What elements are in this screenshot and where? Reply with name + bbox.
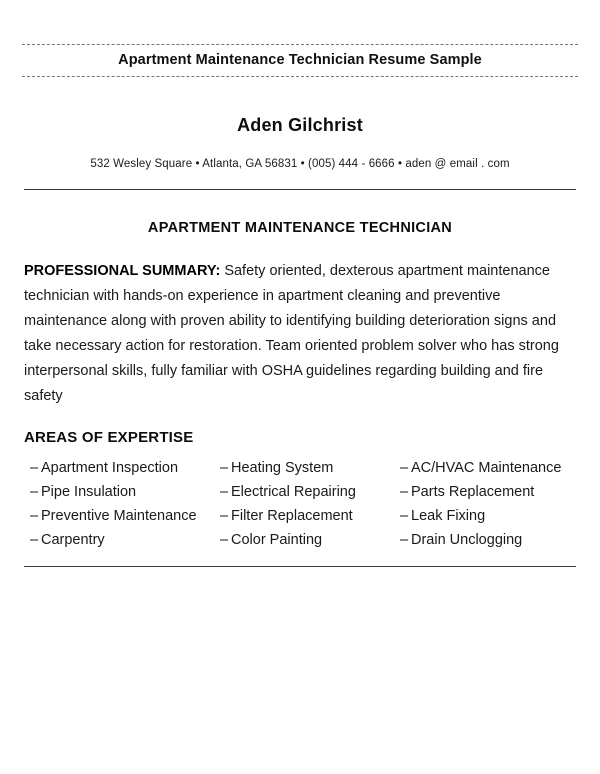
header-divider bbox=[24, 189, 576, 190]
list-item bbox=[220, 508, 400, 524]
bullet-dash-icon: – bbox=[220, 507, 229, 524]
professional-summary-text: Safety oriented, dexterous apartment maintenance technician with hands-on experience in apartment cleaning and preventive maintenance along with proven ability to identifying building deterioration signs and take necessary action for restoration. Team oriented problem solver who has strong interpersonal skills, fully familiar with OSHA guidelines regarding building and fire safety bbox=[24, 263, 559, 404]
footer-divider bbox=[24, 566, 576, 567]
professional-summary bbox=[24, 259, 576, 409]
list-item bbox=[220, 532, 400, 548]
list-item-label: Carpentry bbox=[41, 531, 105, 548]
list-item-label: Heating System bbox=[231, 459, 334, 476]
bullet-dash-icon: – bbox=[400, 507, 409, 524]
list-item bbox=[220, 484, 400, 500]
bullet-dash-icon: – bbox=[30, 459, 39, 476]
bullet-dash-icon: – bbox=[30, 483, 39, 500]
list-item-label: Parts Replacement bbox=[411, 483, 535, 500]
resume-page bbox=[0, 44, 600, 774]
bullet-dash-icon: – bbox=[220, 531, 229, 548]
document-title-bar bbox=[22, 44, 578, 77]
list-item bbox=[220, 460, 400, 476]
professional-summary-label: PROFESSIONAL SUMMARY: bbox=[24, 263, 221, 279]
page-title: Apartment Maintenance Technician Resume Sample bbox=[118, 52, 482, 68]
list-item bbox=[400, 532, 576, 548]
bullet-dash-icon: – bbox=[30, 507, 39, 524]
list-item bbox=[400, 460, 576, 476]
bullet-dash-icon: – bbox=[30, 531, 39, 548]
candidate-contact-line: 532 Wesley Square • Atlanta, GA 56831 • (005) 444 - 6666 • aden @ email . com bbox=[90, 158, 510, 170]
list-item-label: Pipe Insulation bbox=[41, 483, 137, 500]
bullet-dash-icon: – bbox=[400, 531, 409, 548]
list-item bbox=[30, 484, 220, 500]
list-item bbox=[30, 508, 220, 524]
list-item-label: Preventive Maintenance bbox=[41, 507, 197, 524]
bullet-dash-icon: – bbox=[400, 483, 409, 500]
list-item bbox=[30, 532, 220, 548]
areas-of-expertise-list bbox=[24, 460, 576, 548]
areas-of-expertise-heading: AREAS OF EXPERTISE bbox=[24, 428, 194, 446]
list-item-label: Leak Fixing bbox=[411, 507, 486, 524]
list-item-label: AC/HVAC Maintenance bbox=[411, 459, 562, 476]
bullet-dash-icon: – bbox=[400, 459, 409, 476]
list-item-label: Drain Unclogging bbox=[411, 531, 523, 548]
list-item-label: Color Painting bbox=[231, 531, 323, 548]
list-item bbox=[30, 460, 220, 476]
list-item bbox=[400, 508, 576, 524]
list-item bbox=[400, 484, 576, 500]
list-item-label: Electrical Repairing bbox=[231, 483, 356, 500]
resume-body bbox=[22, 115, 578, 567]
bullet-dash-icon: – bbox=[220, 459, 229, 476]
list-item-label: Filter Replacement bbox=[231, 507, 353, 524]
candidate-job-title: APARTMENT MAINTENANCE TECHNICIAN bbox=[147, 220, 453, 236]
bullet-dash-icon: – bbox=[220, 483, 229, 500]
candidate-name: Aden Gilchrist bbox=[237, 115, 363, 135]
list-item-label: Apartment Inspection bbox=[41, 459, 179, 476]
